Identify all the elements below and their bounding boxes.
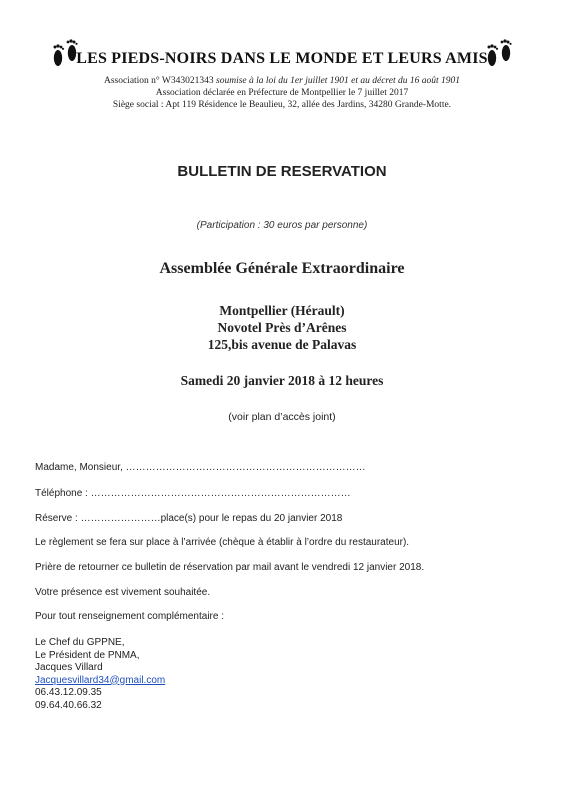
access-plan-note: (voir plan d’accès joint): [228, 411, 336, 423]
venue-city: Montpellier (Hérault): [219, 303, 345, 318]
contact-role-1: Le Chef du GPPNE,: [35, 637, 125, 648]
info-heading: Pour tout renseignement complémentaire :: [35, 611, 224, 622]
letterhead: [0, 50, 564, 111]
phone-field-line: Téléphone : ……………………………………………………………………: [35, 488, 351, 499]
contact-phone-1: 06.43.12.09.35: [35, 687, 102, 698]
venue-address: 125,bis avenue de Palavas: [207, 337, 357, 352]
contact-role-2: Le Président de PNMA,: [35, 649, 140, 661]
association-declaration: Association déclarée en Préfecture de Montpellier le 7 juillet 2017: [155, 88, 409, 98]
head-office-address: Siège social : Apt 119 Résidence le Beaulieu, 32, allée des Jardins, 34280 Grande-Motte.: [112, 100, 452, 110]
name-field-line: Madame, Monsieur, ………………………………………………………………: [35, 462, 366, 473]
event-venue: [0, 302, 564, 353]
return-instruction: Prière de retourner ce bulletin de réservation par mail avant le vendredi 12 janvier 2018.: [35, 562, 425, 573]
association-registration: Association n° W343021343 soumise à la loi du 1er juillet 1901 et au décret du 16 août 1901: [103, 76, 461, 86]
payment-note: Le règlement se fera sur place à l’arrivée (chèque à établir à l’ordre du restaurateur).: [35, 537, 410, 548]
contact-email-link[interactable]: Jacquesvillard34@gmail.com: [35, 674, 166, 686]
participation-fee: (Participation : 30 euros par personne): [196, 220, 368, 231]
venue-hotel: Novotel Près d’Arênes: [217, 320, 347, 335]
document-title: BULLETIN DE RESERVATION: [177, 163, 387, 180]
contact-name: Jacques Villard: [35, 662, 103, 673]
presence-note: Votre présence est vivement souhaitée.: [35, 587, 211, 598]
contact-phone-2: 09.64.40.66.32: [35, 699, 102, 711]
event-date: Samedi 20 janvier 2018 à 12 heures: [180, 373, 384, 388]
reservation-line: Réserve : ……………………place(s) pour le repas du 20 janvier 2018: [35, 513, 343, 524]
event-name: Assemblée Générale Extraordinaire: [159, 260, 405, 277]
contact-block: [35, 637, 165, 712]
organization-name: LES PIEDS-NOIRS DANS LE MONDE ET LEURS AMIS: [76, 50, 488, 67]
